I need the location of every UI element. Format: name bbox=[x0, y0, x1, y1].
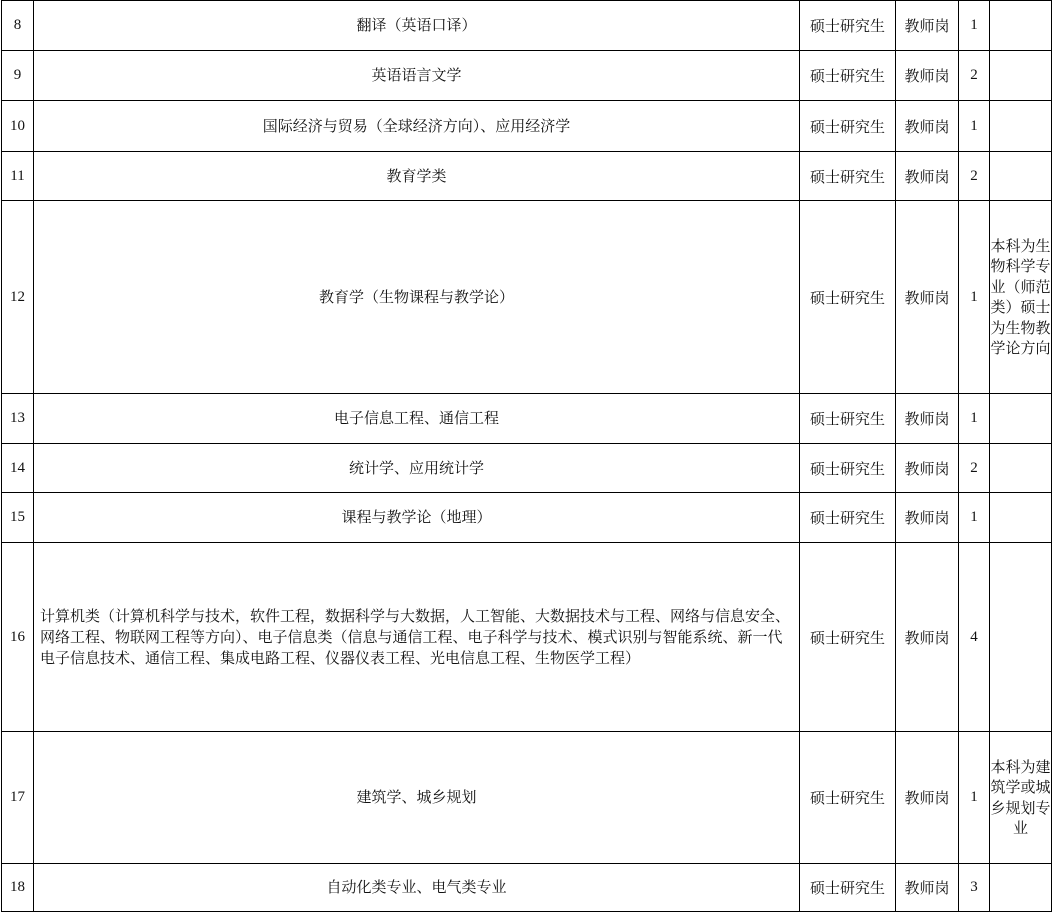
post-cell: 教师岗 bbox=[896, 444, 959, 493]
note-cell bbox=[990, 864, 1052, 912]
count-cell: 2 bbox=[959, 444, 990, 493]
table-row bbox=[2, 444, 1052, 493]
note-cell bbox=[990, 51, 1052, 101]
note-cell bbox=[990, 444, 1052, 493]
degree-cell: 硕士研究生 bbox=[800, 493, 896, 543]
recruitment-table bbox=[1, 0, 1052, 912]
degree-cell: 硕士研究生 bbox=[800, 864, 896, 912]
table-row bbox=[2, 51, 1052, 101]
note-cell bbox=[990, 543, 1052, 732]
major-cell: 教育学类 bbox=[34, 152, 800, 201]
table-row bbox=[2, 201, 1052, 394]
major-cell: 教育学（生物课程与教学论） bbox=[34, 201, 800, 394]
major-cell: 计算机类（计算机科学与技术，软件工程，数据科学与大数据，人工智能、大数据技术与工程、网络与信息安全、网络工程、物联网工程等方向）、电子信息类（信息与通信工程、电子科学与技术、模式识别与智能系统、新一代电子信息技术、通信工程、集成电路工程、仪器仪表工程、光电信息工程、生物医学工程） bbox=[34, 543, 800, 732]
table-row bbox=[2, 394, 1052, 444]
degree-cell: 硕士研究生 bbox=[800, 51, 896, 101]
post-cell: 教师岗 bbox=[896, 1, 959, 51]
count-cell: 4 bbox=[959, 543, 990, 732]
row-number: 17 bbox=[2, 732, 34, 864]
degree-cell: 硕士研究生 bbox=[800, 394, 896, 444]
post-cell: 教师岗 bbox=[896, 543, 959, 732]
post-cell: 教师岗 bbox=[896, 51, 959, 101]
table-row bbox=[2, 864, 1052, 912]
row-number: 11 bbox=[2, 152, 34, 201]
note-cell bbox=[990, 152, 1052, 201]
post-cell: 教师岗 bbox=[896, 101, 959, 152]
post-cell: 教师岗 bbox=[896, 732, 959, 864]
row-number: 8 bbox=[2, 1, 34, 51]
post-cell: 教师岗 bbox=[896, 864, 959, 912]
degree-cell: 硕士研究生 bbox=[800, 1, 896, 51]
note-cell: 本科为建筑学或城乡规划专业 bbox=[990, 732, 1052, 864]
major-cell: 统计学、应用统计学 bbox=[34, 444, 800, 493]
count-cell: 2 bbox=[959, 152, 990, 201]
count-cell: 1 bbox=[959, 1, 990, 51]
count-cell: 1 bbox=[959, 201, 990, 394]
count-cell: 3 bbox=[959, 864, 990, 912]
row-number: 14 bbox=[2, 444, 34, 493]
count-cell: 2 bbox=[959, 51, 990, 101]
post-cell: 教师岗 bbox=[896, 493, 959, 543]
row-number: 18 bbox=[2, 864, 34, 912]
post-cell: 教师岗 bbox=[896, 201, 959, 394]
degree-cell: 硕士研究生 bbox=[800, 543, 896, 732]
count-cell: 1 bbox=[959, 493, 990, 543]
major-cell: 电子信息工程、通信工程 bbox=[34, 394, 800, 444]
table-row bbox=[2, 152, 1052, 201]
post-cell: 教师岗 bbox=[896, 152, 959, 201]
degree-cell: 硕士研究生 bbox=[800, 152, 896, 201]
table-row bbox=[2, 101, 1052, 152]
table-row bbox=[2, 732, 1052, 864]
note-cell bbox=[990, 1, 1052, 51]
row-number: 12 bbox=[2, 201, 34, 394]
note-cell bbox=[990, 493, 1052, 543]
count-cell: 1 bbox=[959, 394, 990, 444]
note-cell: 本科为生物科学专业（师范类）硕士为生物教学论方向 bbox=[990, 201, 1052, 394]
row-number: 13 bbox=[2, 394, 34, 444]
degree-cell: 硕士研究生 bbox=[800, 101, 896, 152]
major-cell: 建筑学、城乡规划 bbox=[34, 732, 800, 864]
major-cell: 课程与教学论（地理） bbox=[34, 493, 800, 543]
table-row bbox=[2, 493, 1052, 543]
table-row bbox=[2, 1, 1052, 51]
degree-cell: 硕士研究生 bbox=[800, 444, 896, 493]
post-cell: 教师岗 bbox=[896, 394, 959, 444]
row-number: 16 bbox=[2, 543, 34, 732]
degree-cell: 硕士研究生 bbox=[800, 732, 896, 864]
table-row bbox=[2, 543, 1052, 732]
major-cell: 英语语言文学 bbox=[34, 51, 800, 101]
degree-cell: 硕士研究生 bbox=[800, 201, 896, 394]
major-cell: 翻译（英语口译） bbox=[34, 1, 800, 51]
note-cell bbox=[990, 101, 1052, 152]
note-cell bbox=[990, 394, 1052, 444]
major-cell: 自动化类专业、电气类专业 bbox=[34, 864, 800, 912]
major-cell: 国际经济与贸易（全球经济方向）、应用经济学 bbox=[34, 101, 800, 152]
row-number: 15 bbox=[2, 493, 34, 543]
count-cell: 1 bbox=[959, 732, 990, 864]
count-cell: 1 bbox=[959, 101, 990, 152]
row-number: 9 bbox=[2, 51, 34, 101]
row-number: 10 bbox=[2, 101, 34, 152]
